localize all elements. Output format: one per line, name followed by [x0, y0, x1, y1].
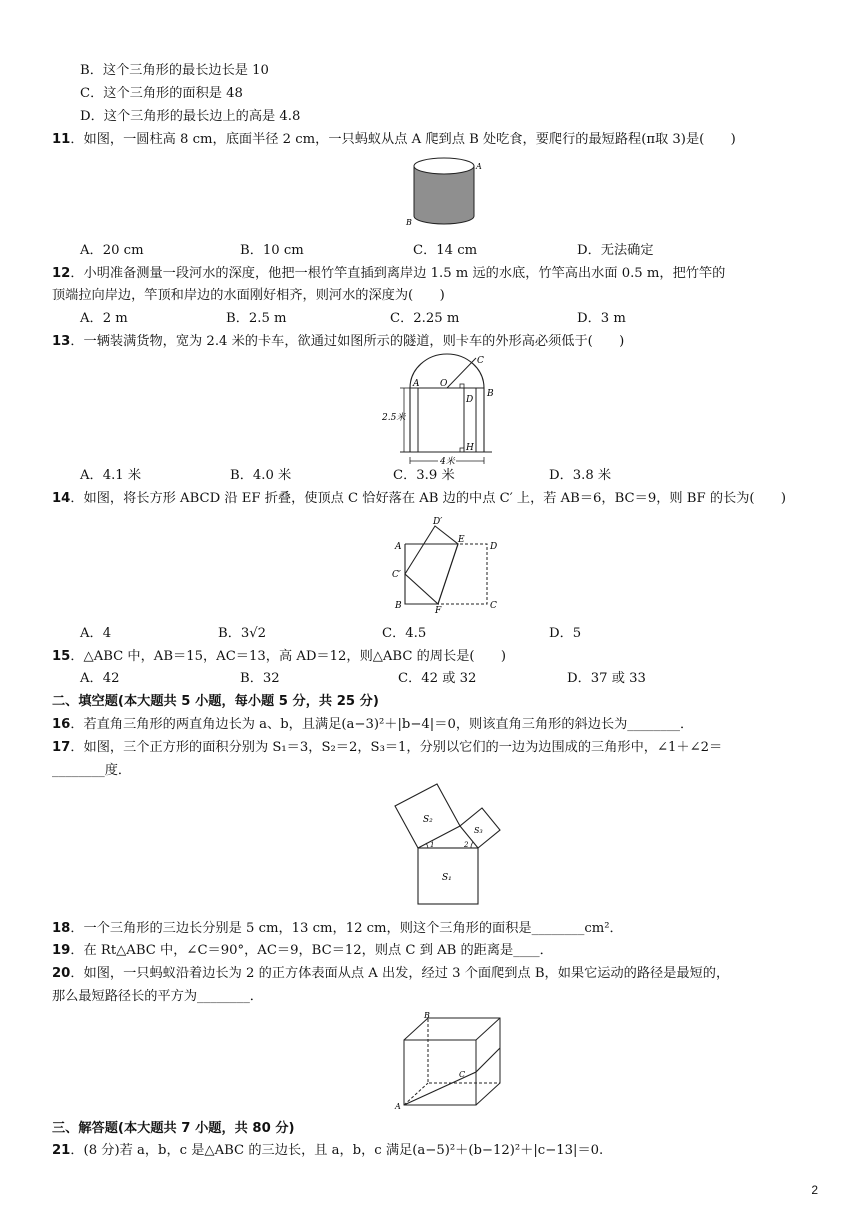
q13-option-c: C．3.9 米	[393, 468, 455, 483]
q11-text: ．如图，一圆柱高 8 cm，底面半径 2 cm，一只蚂蚁从点 A 爬到点 B 处吃食，要爬行的最短路程(π取 3)是( )	[70, 132, 736, 147]
tunnel-label-o: O	[440, 379, 448, 389]
square-label-s2: S₂	[423, 815, 433, 825]
q12-stem-1	[52, 265, 725, 283]
q13-option-b: B．4.0 米	[230, 468, 292, 483]
q17-stem-1	[52, 739, 722, 757]
angle-label-2: 2	[464, 841, 469, 849]
q14-option-b: B．3√2	[218, 626, 267, 641]
q11-option-c: C．14 cm	[413, 243, 478, 258]
q14-text: ．如图，将长方形 ABCD 沿 EF 折叠，使顶点 C 恰好落在 AB 边的中点 C′ 上，若 AB＝6，BC＝9，则 BF 的长为( )	[70, 491, 787, 506]
fold-label-dprime: D′	[433, 517, 443, 527]
rectangle-fold-figure	[390, 514, 505, 614]
square-label-s1: S₁	[442, 873, 452, 883]
q12-text-1: ．小明准备测量一段河水的深度，他把一根竹竿直插到离岸边 1.5 m 远的水底，竹竿高出水面 0.5 m，把竹竿的	[70, 266, 726, 281]
fold-label-cprime: C′	[392, 570, 401, 580]
q10-option-c: C．这个三角形的面积是 48	[80, 86, 243, 101]
tunnel-label-width: 4米	[440, 457, 455, 467]
q21-number: 21	[52, 1143, 71, 1158]
fold-label-c: C	[490, 601, 497, 611]
tunnel-figure	[380, 354, 510, 467]
q17-stem-2: ________度．	[52, 763, 132, 778]
section-answer-heading: 三、解答题(本大题共 7 小题，共 80 分)	[52, 1121, 295, 1136]
q21-text: ．(8 分)若 a，b，c 是△ABC 的三边长，且 a，b，c 满足(a−5)²＋(b−12)²＋|c−13|＝0.	[70, 1143, 604, 1158]
cube-label-c: C	[459, 1070, 466, 1079]
cube-label-b: B	[424, 1011, 430, 1020]
angle-label-1: 1	[430, 841, 435, 849]
q16-stem	[52, 716, 693, 734]
q21-stem	[52, 1142, 603, 1160]
tunnel-label-a: A	[413, 379, 420, 389]
fold-label-e: E	[458, 535, 465, 545]
q17-text-1: ．如图，三个正方形的面积分别为 S₁＝3，S₂＝2，S₃＝1，分别以它们的一边为边围成的三角形中，∠1＋∠2＝	[70, 740, 723, 755]
q15-option-a: A．42	[80, 671, 120, 686]
three-squares-figure	[390, 784, 510, 909]
q15-stem	[52, 648, 506, 666]
cylinder-figure	[400, 152, 490, 232]
page-number: 2	[811, 1183, 818, 1197]
q11-option-b: B．10 cm	[240, 243, 304, 258]
q14-number: 14	[52, 491, 71, 506]
q16-text: ．若直角三角形的两直角边长为 a、b，且满足(a−3)²＋|b−4|＝0，则该直角三角形的斜边长为________．	[70, 717, 694, 732]
q19-text: ．在 Rt△ABC 中，∠C＝90°，AC＝9，BC＝12，则点 C 到 AB 的距离是____．	[70, 943, 553, 958]
q13-option-d: D．3.8 米	[549, 468, 612, 483]
fold-label-a: A	[395, 542, 402, 552]
q12-option-c: C．2.25 m	[390, 311, 460, 326]
q20-stem-1	[52, 965, 729, 983]
tunnel-label-c: C	[477, 356, 484, 366]
q18-stem	[52, 920, 623, 938]
q12-stem-2: 顶端拉向岸边，竿顶和岸边的水面刚好相齐，则河水的深度为( )	[52, 288, 445, 303]
q18-text: ．一个三角形的三边长分别是 5 cm，13 cm，12 cm，则这个三角形的面积是________cm²．	[70, 921, 623, 936]
q11-stem	[52, 131, 736, 149]
tunnel-label-d: D	[466, 395, 474, 405]
q12-option-a: A．2 m	[80, 311, 128, 326]
cube-figure	[392, 1010, 502, 1110]
q19-stem	[52, 942, 553, 960]
q14-option-a: A．4	[80, 626, 112, 641]
q12-number: 12	[52, 266, 71, 281]
cylinder-label-a: A	[476, 162, 482, 171]
q14-option-d: D．5	[549, 626, 582, 641]
q10-option-b: B．这个三角形的最长边长是 10	[80, 63, 269, 78]
q13-stem	[52, 333, 624, 351]
q14-stem	[52, 490, 786, 508]
q14-option-c: C．4.5	[382, 626, 427, 641]
q15-text: ．△ABC 中，AB＝15，AC＝13，高 AD＝12，则△ABC 的周长是( )	[70, 649, 507, 664]
q13-option-a: A．4.1 米	[80, 468, 142, 483]
q12-option-d: D．3 m	[577, 311, 626, 326]
square-label-s3: S₃	[474, 826, 483, 835]
q19-number: 19	[52, 943, 71, 958]
tunnel-label-h: H	[466, 443, 474, 453]
q11-option-d: D．无法确定	[577, 243, 654, 258]
fold-label-d: D	[490, 542, 498, 552]
q20-stem-2: 那么最短路径长的平方为________．	[52, 989, 263, 1004]
cylinder-label-b: B	[406, 218, 412, 227]
fold-label-b: B	[395, 601, 402, 611]
cube-label-a: A	[395, 1102, 401, 1111]
q13-number: 13	[52, 334, 71, 349]
q12-option-b: B．2.5 m	[226, 311, 287, 326]
q15-number: 15	[52, 649, 71, 664]
q13-text: ．一辆装满货物，宽为 2.4 米的卡车，欲通过如图所示的隧道，则卡车的外形高必须低于( )	[70, 334, 625, 349]
tunnel-label-height: 2.5米	[382, 413, 406, 423]
q11-number: 11	[52, 132, 71, 147]
section-fill-in-heading: 二、填空题(本大题共 5 小题，每小题 5 分，共 25 分)	[52, 694, 379, 709]
q15-option-c: C．42 或 32	[398, 671, 477, 686]
q20-text-1: ．如图，一只蚂蚁沿着边长为 2 的正方体表面从点 A 出发，经过 3 个面爬到点 B，如果它运动的路径是最短的，	[70, 966, 730, 981]
q15-option-b: B．32	[240, 671, 280, 686]
fold-label-f: F	[435, 606, 442, 616]
q20-number: 20	[52, 966, 71, 981]
tunnel-label-b: B	[487, 389, 494, 399]
q10-option-d: D．这个三角形的最长边上的高是 4.8	[80, 109, 301, 124]
q17-number: 17	[52, 740, 71, 755]
q16-number: 16	[52, 717, 71, 732]
q11-option-a: A．20 cm	[80, 243, 144, 258]
q18-number: 18	[52, 921, 71, 936]
q15-option-d: D．37 或 33	[567, 671, 646, 686]
